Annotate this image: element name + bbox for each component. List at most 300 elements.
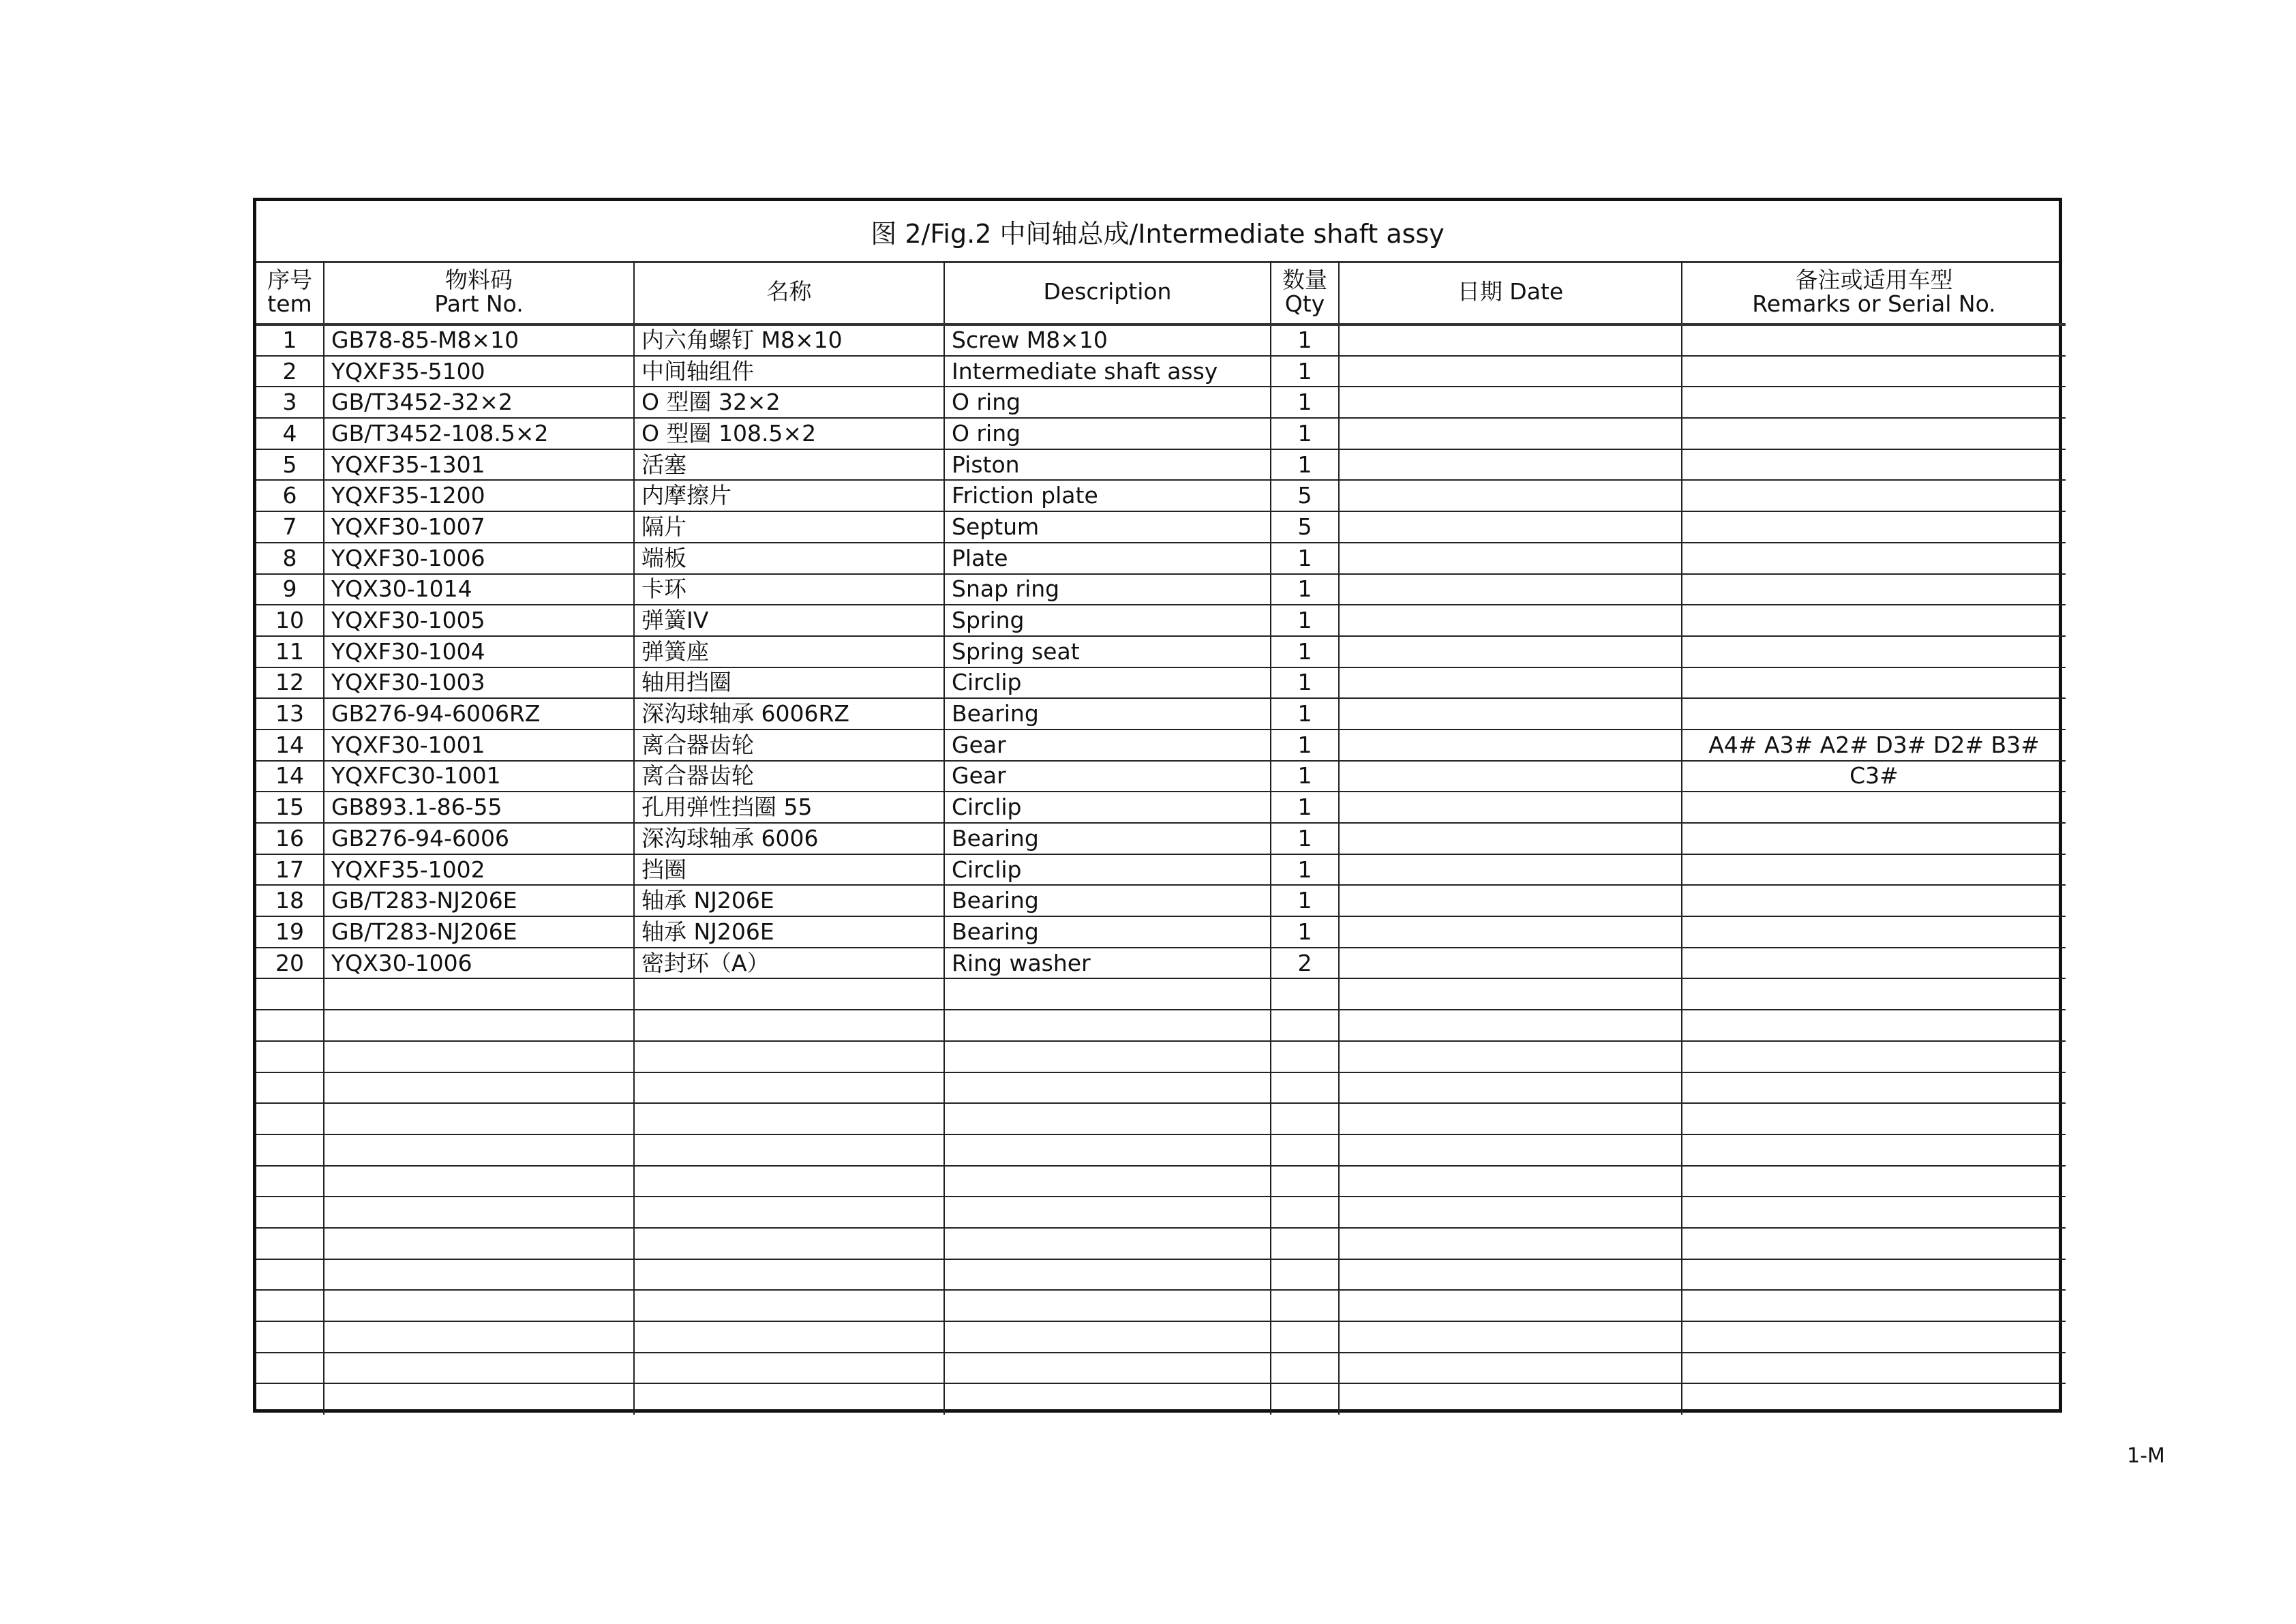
remarks-cell (1682, 1010, 2066, 1041)
qty-cell (1271, 1103, 1339, 1134)
remarks-cell (1682, 418, 2066, 449)
part-no-cell: YQXF35-1002 (324, 854, 634, 886)
item-cell: 16 (256, 823, 324, 854)
table-row (256, 854, 2066, 886)
part-no-cell: GB/T283-NJ206E (324, 885, 634, 916)
date-cell (1339, 574, 1682, 605)
description-cell: Circlip (944, 667, 1271, 699)
description-cell (944, 1041, 1271, 1072)
description-cell: Septum (944, 511, 1271, 543)
qty-cell: 1 (1271, 916, 1339, 948)
part-no-cell (324, 1041, 634, 1072)
part-no-cell: GB276-94-6006 (324, 823, 634, 854)
item-cell (256, 1228, 324, 1259)
table-row (256, 1228, 2066, 1259)
description-cell (944, 1290, 1271, 1321)
item-cell (256, 1197, 324, 1228)
name-cell: 轴用挡圈 (634, 667, 944, 699)
description-cell: Gear (944, 761, 1271, 792)
remarks-cell (1682, 885, 2066, 916)
remarks-cell: A4# A3# A2# D3# D2# B3# (1682, 730, 2066, 761)
part-no-cell (324, 1010, 634, 1041)
remarks-cell (1682, 1321, 2066, 1353)
qty-cell: 1 (1271, 387, 1339, 418)
remarks-cell (1682, 854, 2066, 886)
name-cell: 离合器齿轮 (634, 761, 944, 792)
date-cell (1339, 449, 1682, 481)
part-no-cell: GB/T3452-32×2 (324, 387, 634, 418)
part-no-cell: GB276-94-6006RZ (324, 698, 634, 730)
qty-cell: 1 (1271, 543, 1339, 574)
header-remarks (1682, 261, 2066, 325)
remarks-cell (1682, 387, 2066, 418)
table-row (256, 1321, 2066, 1353)
date-cell (1339, 854, 1682, 886)
description-cell (944, 1259, 1271, 1291)
table-row (256, 1103, 2066, 1134)
table-row (256, 480, 2066, 511)
description-cell (944, 1103, 1271, 1134)
name-cell: O 型圈 108.5×2 (634, 418, 944, 449)
name-cell: 轴承 NJ206E (634, 885, 944, 916)
item-cell: 20 (256, 948, 324, 979)
part-no-cell (324, 1166, 634, 1197)
name-cell: 离合器齿轮 (634, 730, 944, 761)
remarks-cell (1682, 1041, 2066, 1072)
item-cell: 10 (256, 605, 324, 636)
remarks-cell (1682, 543, 2066, 574)
date-cell (1339, 1228, 1682, 1259)
description-cell (944, 1353, 1271, 1384)
table-row (256, 543, 2066, 574)
date-cell (1339, 948, 1682, 979)
part-no-cell: GB/T283-NJ206E (324, 916, 634, 948)
date-cell (1339, 978, 1682, 1010)
date-cell (1339, 761, 1682, 792)
qty-cell: 2 (1271, 948, 1339, 979)
table-row (256, 1010, 2066, 1041)
table-row (256, 698, 2066, 730)
name-cell: 端板 (634, 543, 944, 574)
item-cell: 3 (256, 387, 324, 418)
description-cell: O ring (944, 387, 1271, 418)
description-cell: Ring washer (944, 948, 1271, 979)
name-cell (634, 1259, 944, 1291)
qty-cell: 1 (1271, 854, 1339, 886)
table-row (256, 1259, 2066, 1291)
table-row (256, 730, 2066, 761)
qty-cell (1271, 978, 1339, 1010)
name-cell: 挡圈 (634, 854, 944, 886)
item-cell (256, 1259, 324, 1291)
part-no-cell: GB893.1-86-55 (324, 792, 634, 823)
name-cell (634, 1290, 944, 1321)
name-cell: 中间轴组件 (634, 356, 944, 387)
part-no-cell (324, 1353, 634, 1384)
part-no-cell (324, 1290, 634, 1321)
part-no-cell (324, 978, 634, 1010)
header-item-cn: 序号 (267, 266, 312, 293)
remarks-cell (1682, 948, 2066, 979)
name-cell (634, 1353, 944, 1384)
date-cell (1339, 605, 1682, 636)
part-no-cell: GB78-85-M8×10 (324, 325, 634, 356)
item-cell: 7 (256, 511, 324, 543)
remarks-cell (1682, 823, 2066, 854)
qty-cell: 1 (1271, 605, 1339, 636)
description-cell (944, 1072, 1271, 1104)
name-cell: 轴承 NJ206E (634, 916, 944, 948)
description-cell: Bearing (944, 885, 1271, 916)
part-no-cell: YQXF30-1003 (324, 667, 634, 699)
part-no-cell (324, 1134, 634, 1166)
date-cell (1339, 511, 1682, 543)
item-cell (256, 1353, 324, 1384)
part-no-cell: YQXF30-1004 (324, 636, 634, 667)
date-cell (1339, 1197, 1682, 1228)
date-cell (1339, 325, 1682, 356)
table-row (256, 1353, 2066, 1384)
table-row (256, 636, 2066, 667)
date-cell (1339, 1259, 1682, 1291)
date-cell (1339, 730, 1682, 761)
remarks-cell (1682, 574, 2066, 605)
name-cell (634, 1041, 944, 1072)
description-cell: Plate (944, 543, 1271, 574)
date-cell (1339, 667, 1682, 699)
remarks-cell (1682, 1353, 2066, 1384)
part-no-cell (324, 1103, 634, 1134)
parts-table (256, 261, 2066, 1415)
item-cell: 19 (256, 916, 324, 948)
part-no-cell (324, 1228, 634, 1259)
table-header-row (256, 261, 2066, 325)
table-row (256, 418, 2066, 449)
item-cell (256, 1103, 324, 1134)
part-no-cell (324, 1383, 634, 1415)
item-cell (256, 1290, 324, 1321)
table-row (256, 761, 2066, 792)
description-cell (944, 1321, 1271, 1353)
table-row (256, 667, 2066, 699)
name-cell (634, 978, 944, 1010)
header-item (256, 261, 324, 325)
date-cell (1339, 1010, 1682, 1041)
item-cell: 11 (256, 636, 324, 667)
part-no-cell: YQXF30-1007 (324, 511, 634, 543)
item-cell (256, 978, 324, 1010)
table-row (256, 1134, 2066, 1166)
qty-cell: 1 (1271, 356, 1339, 387)
date-cell (1339, 1321, 1682, 1353)
description-cell: Snap ring (944, 574, 1271, 605)
description-cell: Screw M8×10 (944, 325, 1271, 356)
item-cell: 17 (256, 854, 324, 886)
remarks-cell (1682, 1290, 2066, 1321)
remarks-cell (1682, 1228, 2066, 1259)
item-cell: 12 (256, 667, 324, 699)
table-row (256, 356, 2066, 387)
qty-cell: 1 (1271, 667, 1339, 699)
item-cell (256, 1321, 324, 1353)
date-cell (1339, 418, 1682, 449)
date-cell (1339, 885, 1682, 916)
date-cell (1339, 1134, 1682, 1166)
header-part-no (324, 261, 634, 325)
item-cell: 4 (256, 418, 324, 449)
date-cell (1339, 916, 1682, 948)
part-no-cell: YQX30-1006 (324, 948, 634, 979)
description-cell: Bearing (944, 698, 1271, 730)
qty-cell: 1 (1271, 792, 1339, 823)
date-cell (1339, 1041, 1682, 1072)
item-cell: 14 (256, 730, 324, 761)
name-cell (634, 1197, 944, 1228)
qty-cell: 1 (1271, 449, 1339, 481)
table-row (256, 1166, 2066, 1197)
remarks-cell (1682, 1259, 2066, 1291)
remarks-cell (1682, 636, 2066, 667)
name-cell: 内摩擦片 (634, 480, 944, 511)
qty-cell (1271, 1010, 1339, 1041)
description-cell: Spring (944, 605, 1271, 636)
table-row (256, 387, 2066, 418)
remarks-cell (1682, 1166, 2066, 1197)
parts-table-body (256, 325, 2066, 1415)
qty-cell (1271, 1041, 1339, 1072)
header-part-en: Part No. (434, 290, 524, 317)
name-cell (634, 1134, 944, 1166)
table-row (256, 885, 2066, 916)
remarks-cell (1682, 792, 2066, 823)
header-name: 名称 (634, 261, 944, 325)
description-cell (944, 1010, 1271, 1041)
name-cell (634, 1321, 944, 1353)
name-cell: 深沟球轴承 6006RZ (634, 698, 944, 730)
date-cell (1339, 1103, 1682, 1134)
item-cell (256, 1010, 324, 1041)
qty-cell (1271, 1134, 1339, 1166)
remarks-cell (1682, 1197, 2066, 1228)
remarks-cell (1682, 325, 2066, 356)
header-item-en: tem (267, 290, 312, 317)
part-no-cell (324, 1259, 634, 1291)
table-row (256, 1383, 2066, 1415)
remarks-cell (1682, 978, 2066, 1010)
qty-cell (1271, 1353, 1339, 1384)
remarks-cell (1682, 1134, 2066, 1166)
date-cell (1339, 698, 1682, 730)
item-cell: 5 (256, 449, 324, 481)
description-cell: Gear (944, 730, 1271, 761)
qty-cell (1271, 1383, 1339, 1415)
description-cell (944, 1228, 1271, 1259)
remarks-cell (1682, 449, 2066, 481)
part-no-cell: GB/T3452-108.5×2 (324, 418, 634, 449)
remarks-cell (1682, 1103, 2066, 1134)
item-cell (256, 1383, 324, 1415)
part-no-cell (324, 1321, 634, 1353)
description-cell: Intermediate shaft assy (944, 356, 1271, 387)
description-cell: Spring seat (944, 636, 1271, 667)
item-cell (256, 1134, 324, 1166)
qty-cell: 1 (1271, 636, 1339, 667)
qty-cell (1271, 1259, 1339, 1291)
name-cell: 弹簧座 (634, 636, 944, 667)
name-cell: 深沟球轴承 6006 (634, 823, 944, 854)
name-cell: 孔用弹性挡圈 55 (634, 792, 944, 823)
table-row (256, 325, 2066, 356)
description-cell: Friction plate (944, 480, 1271, 511)
description-cell (944, 1383, 1271, 1415)
table-row (256, 916, 2066, 948)
name-cell: 活塞 (634, 449, 944, 481)
name-cell (634, 1166, 944, 1197)
item-cell: 2 (256, 356, 324, 387)
name-cell: 内六角螺钉 M8×10 (634, 325, 944, 356)
remarks-cell (1682, 1383, 2066, 1415)
table-row (256, 605, 2066, 636)
table-row (256, 1290, 2066, 1321)
date-cell (1339, 543, 1682, 574)
table-row (256, 948, 2066, 979)
name-cell (634, 1072, 944, 1104)
description-cell (944, 978, 1271, 1010)
qty-cell: 1 (1271, 325, 1339, 356)
description-cell: Circlip (944, 854, 1271, 886)
item-cell: 6 (256, 480, 324, 511)
remarks-cell (1682, 1072, 2066, 1104)
remarks-cell (1682, 698, 2066, 730)
item-cell: 13 (256, 698, 324, 730)
part-no-cell: YQXF35-1200 (324, 480, 634, 511)
header-qty (1271, 261, 1339, 325)
part-no-cell: YQX30-1014 (324, 574, 634, 605)
header-qty-cn: 数量 (1282, 266, 1327, 293)
qty-cell (1271, 1072, 1339, 1104)
qty-cell: 1 (1271, 761, 1339, 792)
name-cell: 隔片 (634, 511, 944, 543)
qty-cell: 1 (1271, 418, 1339, 449)
qty-cell (1271, 1228, 1339, 1259)
description-cell (944, 1197, 1271, 1228)
remarks-cell (1682, 480, 2066, 511)
qty-cell: 1 (1271, 730, 1339, 761)
figure-title: 图 2/Fig.2 中间轴总成/Intermediate shaft assy (256, 201, 2059, 263)
description-cell: O ring (944, 418, 1271, 449)
table-row (256, 792, 2066, 823)
table-row (256, 823, 2066, 854)
date-cell (1339, 480, 1682, 511)
table-row (256, 449, 2066, 481)
table-row (256, 574, 2066, 605)
header-part-cn: 物料码 (445, 266, 513, 293)
date-cell (1339, 823, 1682, 854)
name-cell (634, 1010, 944, 1041)
description-cell: Piston (944, 449, 1271, 481)
description-cell: Bearing (944, 916, 1271, 948)
part-no-cell: YQXFC30-1001 (324, 761, 634, 792)
description-cell: Bearing (944, 823, 1271, 854)
part-no-cell: YQXF35-5100 (324, 356, 634, 387)
item-cell: 18 (256, 885, 324, 916)
date-cell (1339, 1353, 1682, 1384)
item-cell: 9 (256, 574, 324, 605)
name-cell (634, 1228, 944, 1259)
date-cell (1339, 792, 1682, 823)
remarks-cell: C3# (1682, 761, 2066, 792)
table-row (256, 978, 2066, 1010)
item-cell: 8 (256, 543, 324, 574)
name-cell: 弹簧IV (634, 605, 944, 636)
part-no-cell: YQXF35-1301 (324, 449, 634, 481)
date-cell (1339, 1166, 1682, 1197)
item-cell: 14 (256, 761, 324, 792)
date-cell (1339, 1383, 1682, 1415)
date-cell (1339, 387, 1682, 418)
qty-cell: 1 (1271, 885, 1339, 916)
description-cell (944, 1166, 1271, 1197)
header-remarks-cn: 备注或适用车型 (1795, 266, 1953, 293)
qty-cell (1271, 1321, 1339, 1353)
name-cell: 密封环（A） (634, 948, 944, 979)
part-no-cell: YQXF30-1001 (324, 730, 634, 761)
part-no-cell (324, 1072, 634, 1104)
item-cell (256, 1166, 324, 1197)
date-cell (1339, 1290, 1682, 1321)
page-number: 1-M (2127, 1444, 2165, 1468)
header-qty-en: Qty (1284, 290, 1325, 317)
qty-cell: 5 (1271, 511, 1339, 543)
name-cell: O 型圈 32×2 (634, 387, 944, 418)
name-cell: 卡环 (634, 574, 944, 605)
qty-cell: 1 (1271, 698, 1339, 730)
qty-cell: 1 (1271, 823, 1339, 854)
header-description: Description (944, 261, 1271, 325)
qty-cell: 1 (1271, 574, 1339, 605)
name-cell (634, 1103, 944, 1134)
header-remarks-en: Remarks or Serial No. (1752, 290, 1996, 317)
qty-cell (1271, 1290, 1339, 1321)
parts-list-sheet (253, 198, 2062, 1413)
qty-cell: 5 (1271, 480, 1339, 511)
part-no-cell: YQXF30-1005 (324, 605, 634, 636)
date-cell (1339, 636, 1682, 667)
table-row (256, 1072, 2066, 1104)
remarks-cell (1682, 356, 2066, 387)
qty-cell (1271, 1197, 1339, 1228)
item-cell (256, 1041, 324, 1072)
header-date: 日期 Date (1339, 261, 1682, 325)
remarks-cell (1682, 605, 2066, 636)
table-row (256, 511, 2066, 543)
item-cell: 15 (256, 792, 324, 823)
remarks-cell (1682, 511, 2066, 543)
table-row (256, 1197, 2066, 1228)
table-row (256, 1041, 2066, 1072)
part-no-cell: YQXF30-1006 (324, 543, 634, 574)
part-no-cell (324, 1197, 634, 1228)
date-cell (1339, 1072, 1682, 1104)
item-cell (256, 1072, 324, 1104)
description-cell (944, 1134, 1271, 1166)
qty-cell (1271, 1166, 1339, 1197)
name-cell (634, 1383, 944, 1415)
remarks-cell (1682, 667, 2066, 699)
date-cell (1339, 356, 1682, 387)
remarks-cell (1682, 916, 2066, 948)
description-cell: Circlip (944, 792, 1271, 823)
